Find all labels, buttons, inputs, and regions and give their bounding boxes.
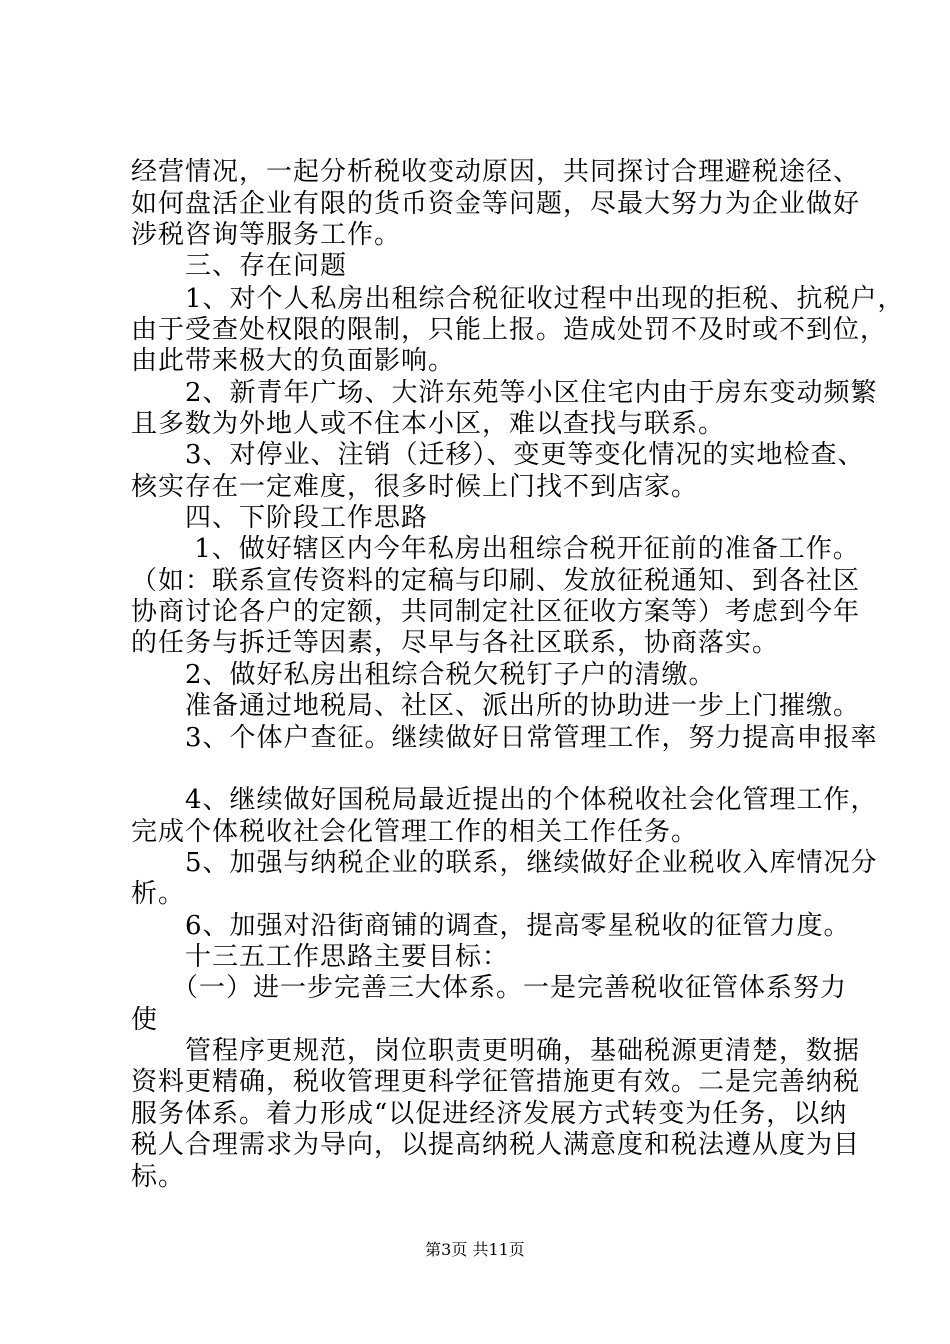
text-line: 使 xyxy=(131,1005,159,1035)
text-line: 如何盘活企业有限的货币资金等问题，尽最大努力为企业做好 xyxy=(131,189,861,219)
section-heading: 四、下阶段工作思路 xyxy=(131,503,429,533)
section-heading: 十三五工作思路主要目标： xyxy=(131,942,510,972)
text-line: 服务体系。着力形成“以促进经济发展方式转变为任务，以纳 xyxy=(131,1099,848,1129)
text-line: 完成个体税收社会化管理工作的相关工作任务。 xyxy=(131,817,699,847)
text-line: 6、加强对沿街商铺的调查，提高零星税收的征管力度。 xyxy=(131,911,851,941)
text-line: 标。 xyxy=(131,1162,186,1192)
text-line: 1、做好辖区内今年私房出租综合税开征前的准备工作。 xyxy=(131,534,860,564)
text-line: 3、对停业、注销（迁移）、变更等变化情况的实地检查、 xyxy=(131,440,865,470)
text-line: 1、对个人私房出租综合税征收过程中出现的拒税、抗税户， xyxy=(131,284,905,314)
text-line: 资料更精确，税收管理更科学征管措施更有效。二是完善纳税 xyxy=(131,1067,861,1097)
section-heading: 三、存在问题 xyxy=(131,251,348,281)
text-line: 由于受查处权限的限制，只能上报。造成处罚不及时或不到位， xyxy=(131,315,888,345)
text-line: 的任务与拆迁等因素，尽早与各社区联系，协商落实。 xyxy=(131,628,780,658)
text-line: 协商讨论各户的定额，共同制定社区征收方案等）考虑到今年 xyxy=(131,597,861,627)
text-line: 3、个体户查征。继续做好日常管理工作，努力提高申报率 xyxy=(131,723,878,753)
text-line: 税人合理需求为导向，以提高纳税人满意度和税法遵从度为目 xyxy=(131,1130,861,1160)
text-line: （一）进一步完善三大体系。一是完善税收征管体系努力 xyxy=(131,973,848,1003)
text-line: 由此带来极大的负面影响。 xyxy=(131,346,456,376)
page-footer: 第3页 共11页 xyxy=(425,1240,525,1259)
text-line: 2、新青年广场、大浒东苑等小区住宅内由于房东变动频繁 xyxy=(131,378,878,408)
text-line: 准备通过地税局、社区、派出所的协助进一步上门摧缴。 xyxy=(131,691,861,721)
text-line: 析。 xyxy=(131,879,186,909)
text-line: 2、做好私房出租综合税欠税钉子户的清缴。 xyxy=(131,660,716,690)
text-line: 涉税咨询等服务工作。 xyxy=(131,220,402,250)
text-line: 核实存在一定难度，很多时候上门找不到店家。 xyxy=(131,472,699,502)
text-line: 管程序更规范，岗位职责更明确，基础税源更清楚，数据 xyxy=(131,1036,861,1066)
text-line: 5、加强与纳税企业的联系，继续做好企业税收入库情况分 xyxy=(131,848,878,878)
text-line: 4、继续做好国税局最近提出的个体税收社会化管理工作， xyxy=(131,785,878,815)
text-line: （如：联系宣传资料的定稿与印刷、发放征税通知、到各社区 xyxy=(131,566,861,596)
text-line: 且多数为外地人或不住本小区，难以查找与联系。 xyxy=(131,409,726,439)
text-line: 经营情况，一起分析税收变动原因，共同探讨合理避税途径、 xyxy=(131,157,861,187)
